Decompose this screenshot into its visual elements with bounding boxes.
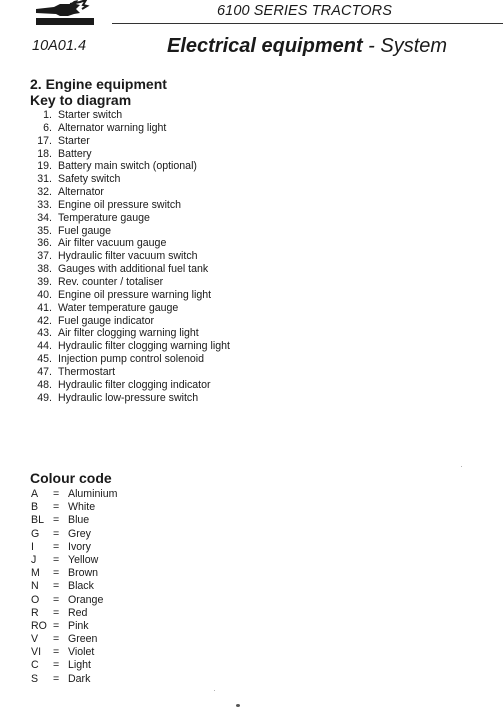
colour-code-equals: = — [53, 553, 60, 566]
colour-code-name: Violet — [68, 646, 95, 659]
key-text: Fuel gauge — [58, 224, 112, 237]
key-text: Fuel gauge indicator — [58, 314, 154, 327]
key-number: 1. — [43, 109, 52, 121]
colour-code-name: Orange — [68, 593, 104, 606]
key-number: 32. — [37, 186, 52, 199]
key-text: Temperature gauge — [58, 211, 150, 224]
document-title-main: Electrical equipment — [167, 35, 363, 57]
key-text: Battery — [58, 147, 92, 160]
page-reference: 10A01.4 — [32, 38, 87, 54]
key-text: Hydraulic filter vacuum switch — [58, 250, 198, 263]
header-rule — [112, 23, 503, 24]
colour-code-abbrev: M — [31, 567, 40, 580]
colour-code-abbrev: VI — [31, 646, 42, 659]
key-text: Starter switch — [58, 109, 123, 121]
key-number: 39. — [37, 275, 52, 288]
key-text: Starter — [58, 134, 90, 147]
key-number: 38. — [37, 263, 52, 276]
colour-code-abbrev: A — [31, 488, 39, 500]
key-text: Safety switch — [58, 173, 121, 186]
key-number: 37. — [37, 250, 52, 263]
colour-code-equals: = — [53, 527, 60, 540]
colour-code-name: Grey — [68, 527, 91, 540]
key-number: 6. — [43, 121, 52, 134]
colour-code-name: White — [68, 501, 96, 514]
key-number: 45. — [37, 353, 52, 366]
colour-code-abbrev: I — [31, 540, 34, 553]
colour-code-equals: = — [53, 659, 60, 672]
key-number: 17. — [37, 134, 52, 147]
key-number: 42. — [37, 314, 52, 327]
key-text: Engine oil pressure warning light — [58, 288, 212, 301]
key-text: Injection pump control solenoid — [58, 353, 205, 366]
key-number: 33. — [37, 198, 52, 211]
colour-code-heading: Colour code — [30, 470, 112, 486]
colour-code-abbrev: R — [31, 606, 39, 619]
colour-code-equals: = — [53, 606, 60, 619]
document-title-sub: System — [380, 35, 448, 57]
key-text: Battery main switch (optional) — [58, 160, 197, 173]
key-number: 35. — [37, 224, 52, 237]
colour-code-equals: = — [53, 580, 60, 593]
colour-code-equals: = — [53, 567, 60, 580]
colour-code-equals: = — [53, 593, 60, 606]
key-text: Hydraulic low-pressure switch — [58, 391, 199, 404]
colour-code-equals: = — [53, 633, 60, 646]
key-text: Alternator warning light — [58, 121, 167, 134]
colour-code-name: Ivory — [68, 540, 91, 553]
key-text: Rev. counter / totaliser — [58, 275, 164, 288]
key-number: 36. — [37, 237, 52, 250]
scan-speck — [461, 466, 462, 467]
colour-code-name: Aluminium — [68, 488, 118, 500]
colour-code-abbrev: N — [31, 580, 39, 593]
colour-code-name: Dark — [68, 672, 91, 685]
colour-code-equals: = — [53, 514, 60, 527]
scan-speck — [214, 690, 215, 691]
key-number: 18. — [37, 147, 52, 160]
key-number: 34. — [37, 211, 52, 224]
colour-code-name: Blue — [68, 514, 90, 527]
colour-code-abbrev: S — [31, 672, 39, 685]
key-heading: Key to diagram — [30, 92, 132, 108]
key-number: 49. — [37, 391, 52, 404]
key-number: 41. — [37, 301, 52, 314]
key-text: Water temperature gauge — [58, 301, 179, 314]
key-text: Engine oil pressure switch — [58, 198, 182, 211]
key-text: Hydraulic filter clogging indicator — [58, 378, 211, 391]
series-title: 6100 SERIES TRACTORS — [217, 3, 392, 19]
key-text: Air filter vacuum gauge — [58, 237, 167, 250]
colour-code-equals: = — [53, 646, 60, 659]
colour-code-name: Green — [68, 633, 98, 646]
key-number: 40. — [37, 288, 52, 301]
key-number: 19. — [37, 160, 52, 173]
colour-code-equals: = — [53, 619, 60, 632]
key-text: Alternator — [58, 186, 104, 199]
colour-code-abbrev: J — [31, 553, 37, 566]
hand-wrench-logo-icon — [34, 0, 96, 26]
colour-code-abbrev: C — [31, 659, 39, 672]
colour-code-abbrev: G — [31, 527, 40, 540]
key-number: 43. — [37, 327, 52, 340]
key-text: Thermostart — [58, 365, 116, 378]
colour-code-abbrev: B — [31, 501, 39, 514]
document-title-separator: - — [362, 35, 381, 57]
colour-code-name: Red — [68, 606, 88, 619]
colour-code-equals: = — [53, 501, 60, 514]
key-number: 48. — [37, 378, 52, 391]
colour-code-abbrev: V — [31, 633, 39, 646]
colour-code-name: Yellow — [68, 553, 99, 566]
colour-code-equals: = — [53, 488, 60, 500]
scan-speck — [236, 704, 240, 707]
key-number: 47. — [37, 365, 52, 378]
colour-code-equals: = — [53, 672, 60, 685]
colour-code-name: Light — [68, 659, 91, 672]
key-text: Gauges with additional fuel tank — [58, 263, 209, 276]
key-number: 44. — [37, 340, 52, 353]
key-number: 31. — [37, 173, 52, 186]
colour-code-name: Brown — [68, 567, 99, 580]
colour-code-equals: = — [53, 540, 60, 553]
key-text: Hydraulic filter clogging warning light — [58, 340, 230, 353]
colour-code-abbrev: RO — [31, 619, 47, 632]
colour-code-name: Black — [68, 580, 94, 593]
document-title — [167, 35, 447, 58]
colour-code-abbrev: BL — [31, 514, 44, 527]
key-text: Air filter clogging warning light — [58, 327, 199, 340]
colour-code-name: Pink — [68, 619, 89, 632]
section-heading: 2. Engine equipment — [30, 76, 167, 92]
colour-code-abbrev: O — [31, 593, 40, 606]
